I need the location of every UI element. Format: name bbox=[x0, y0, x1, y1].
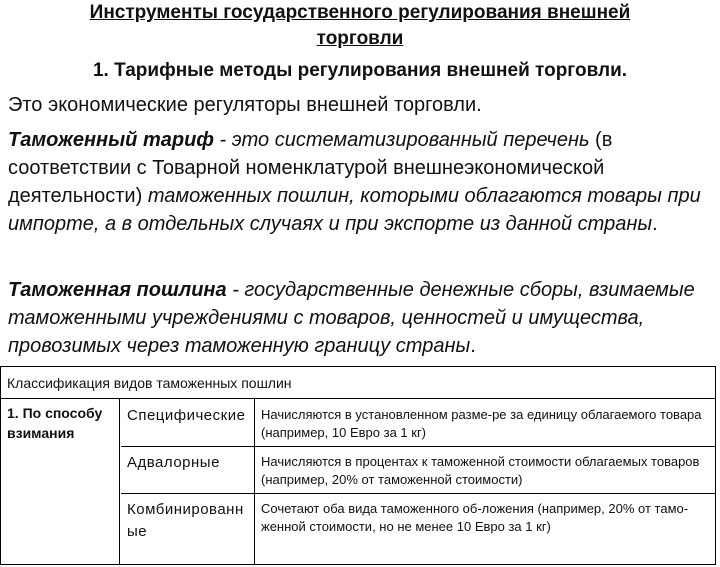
tariff-text-1: - это систематизированный перечень bbox=[214, 129, 596, 151]
duty-classification-table bbox=[0, 366, 716, 565]
tariff-term: Таможенный тариф bbox=[8, 129, 214, 151]
row-divider bbox=[121, 493, 715, 494]
row-type-advalorem: Адвалорные bbox=[127, 454, 220, 471]
page-title bbox=[0, 0, 720, 52]
row-divider bbox=[121, 446, 715, 447]
row-desc-specific: Начисляются в установленном разме-ре за единицу облагаемого товара (например, 10 Евро за 1 кг) bbox=[261, 407, 702, 440]
duty-text: - государственные денежные сборы, взимаемые таможенными учреждениями с товаров, ценностей и имущества, провозимых через таможенную границу страны bbox=[8, 279, 695, 357]
tariff-text-3: таможенных пошлин, которыми облагаются товары при импорте, а в отдельных случаях и при экспорте из данной страны bbox=[8, 185, 701, 235]
section-subtitle: 1. Тарифные методы регулирования внешней торговли. bbox=[92, 60, 628, 81]
duty-paragraph bbox=[8, 276, 714, 360]
row-type-specific: Специфические bbox=[127, 407, 246, 424]
table-header: Классификация видов таможенных пошлин bbox=[1, 367, 715, 399]
tariff-text-2: (в соответствии с Товарной номенклатурой внешнеэкономической деятельности) bbox=[8, 129, 613, 207]
tariff-paragraph bbox=[8, 126, 714, 238]
row-desc-combined: Сочетают оба вида таможенного об-ложения (например, 20% от тамо-женной стоимости, но не менее 10 Евро за 1 кг) bbox=[261, 501, 689, 534]
intro-paragraph: Это экономические регуляторы внешней торговли. bbox=[8, 94, 482, 116]
title-line-1: Инструменты государственного регулирования внешней bbox=[89, 2, 631, 23]
row-type-combined: Комбинированные bbox=[127, 501, 244, 540]
tariff-end: . bbox=[652, 213, 658, 235]
group-label-cell: 1. По способу взимания bbox=[1, 399, 120, 564]
row-desc-advalorem: Начисляются в процентах к таможенной стоимости облагаемых товаров (например, 20% от таможенной стоимости) bbox=[261, 454, 700, 487]
duty-end: . bbox=[470, 335, 476, 357]
title-line-2: торговли bbox=[316, 28, 404, 49]
duty-term: Таможенная пошлина bbox=[8, 279, 227, 301]
